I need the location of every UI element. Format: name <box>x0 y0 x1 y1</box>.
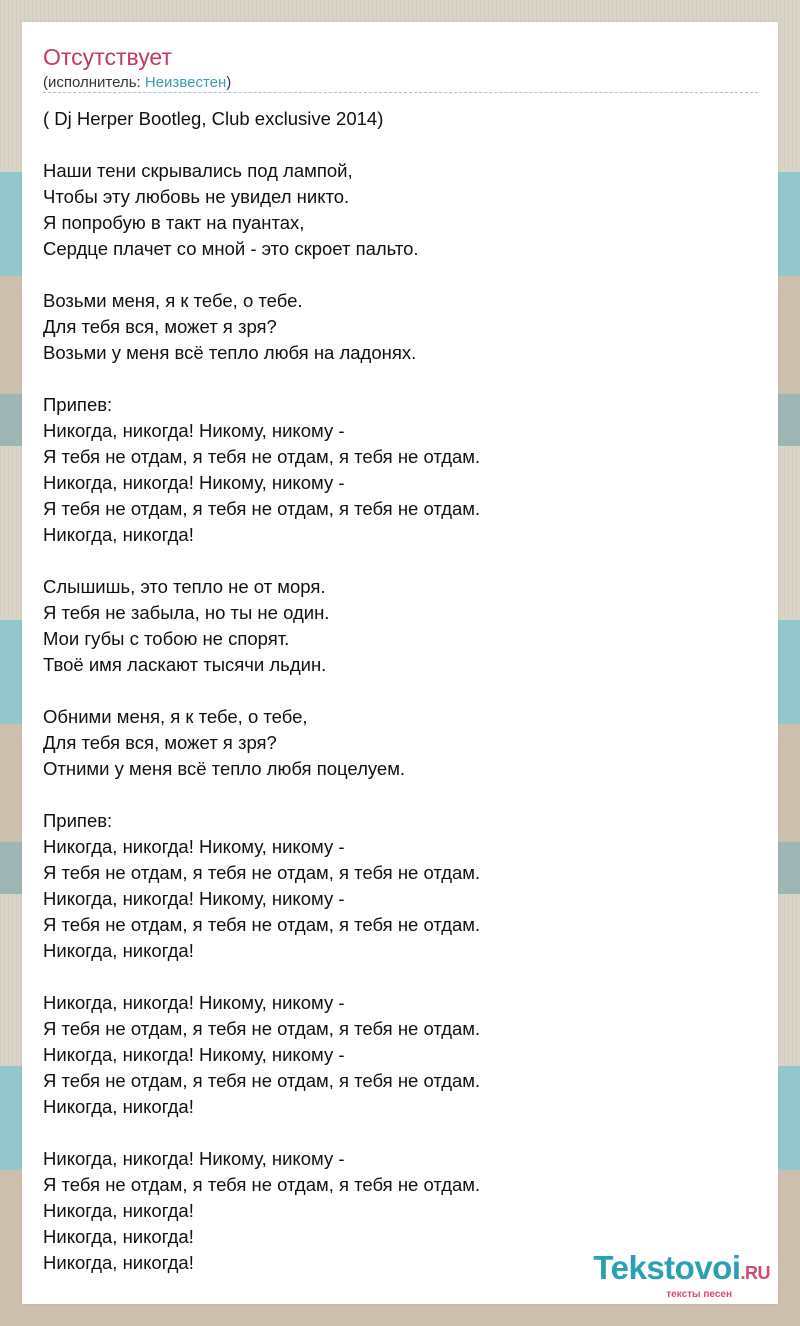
lyrics-line <box>43 262 758 288</box>
lyrics-text <box>43 106 758 1276</box>
lyrics-line: Я попробую в такт на пуантах, <box>43 212 305 233</box>
lyrics-line: Для тебя вся, может я зря? <box>43 732 277 753</box>
lyrics-line <box>43 548 758 574</box>
lyrics-line: Мои губы с тобою не спорят. <box>43 628 290 649</box>
lyrics-line: Слышишь, это тепло не от моря. <box>43 576 326 597</box>
lyrics-line: Возьми у меня всё тепло любя на ладонях. <box>43 342 417 363</box>
lyrics-line: Никогда, никогда! Никому, никому - <box>43 836 345 857</box>
logo-tagline: тексты песен <box>666 1289 732 1300</box>
lyrics-line: Наши тени скрывались под лампой, <box>43 160 353 181</box>
lyrics-line: Припев: <box>43 394 113 415</box>
lyrics-line: Чтобы эту любовь не увидел никто. <box>43 186 350 207</box>
lyrics-line: Сердце плачет со мной - это скроет пальто. <box>43 238 419 259</box>
site-logo[interactable] <box>593 1251 770 1300</box>
lyrics-line <box>43 678 758 704</box>
artist-line <box>43 73 231 93</box>
lyrics-line: Припев: <box>43 810 113 831</box>
lyrics-line: Никогда, никогда! Никому, никому - <box>43 472 345 493</box>
lyrics-line: Обними меня, я к тебе, о тебе, <box>43 706 308 727</box>
lyrics-line: Никогда, никогда! <box>43 940 194 961</box>
lyrics-line <box>43 366 758 392</box>
lyrics-line: Никогда, никогда! <box>43 1096 194 1117</box>
lyrics-line: ( Dj Herper Bootleg, Club exclusive 2014) <box>43 108 384 129</box>
lyrics-line: Никогда, никогда! Никому, никому - <box>43 1148 345 1169</box>
lyrics-line: Никогда, никогда! Никому, никому - <box>43 420 345 441</box>
lyrics-line: Я тебя не отдам, я тебя не отдам, я тебя не отдам. <box>43 1174 481 1195</box>
logo-tld: .RU <box>740 1263 770 1283</box>
lyrics-line: Никогда, никогда! <box>43 1226 194 1247</box>
lyrics-line: Отними у меня всё тепло любя поцелуем. <box>43 758 406 779</box>
logo-wordmark: Tekstovoi <box>593 1249 741 1286</box>
lyrics-line: Никогда, никогда! <box>43 1252 194 1273</box>
lyrics-line: Никогда, никогда! Никому, никому - <box>43 1044 345 1065</box>
lyrics-line: Никогда, никогда! <box>43 524 194 545</box>
lyrics-line: Никогда, никогда! <box>43 1200 194 1221</box>
lyrics-line: Твоё имя ласкают тысячи льдин. <box>43 654 327 675</box>
song-title: Отсутствует <box>43 44 172 70</box>
lyrics-card <box>22 22 778 1304</box>
lyrics-line: Я тебя не отдам, я тебя не отдам, я тебя не отдам. <box>43 498 481 519</box>
lyrics-line <box>43 782 758 808</box>
lyrics-line: Никогда, никогда! Никому, никому - <box>43 992 345 1013</box>
lyrics-line: Я тебя не отдам, я тебя не отдам, я тебя не отдам. <box>43 1018 481 1039</box>
lyrics-line: Никогда, никогда! Никому, никому - <box>43 888 345 909</box>
lyrics-line <box>43 964 758 990</box>
lyrics-line: Для тебя вся, может я зря? <box>43 316 277 337</box>
artist-link[interactable]: Неизвестен <box>144 74 227 91</box>
lyrics-line <box>43 1120 758 1146</box>
lyrics-line: Я тебя не отдам, я тебя не отдам, я тебя не отдам. <box>43 1070 481 1091</box>
lyrics-line: Я тебя не отдам, я тебя не отдам, я тебя не отдам. <box>43 446 481 467</box>
lyrics-line: Я тебя не забыла, но ты не один. <box>43 602 330 623</box>
artist-prefix: (исполнитель: <box>43 74 145 91</box>
artist-suffix: ) <box>226 74 232 91</box>
lyrics-line: Я тебя не отдам, я тебя не отдам, я тебя не отдам. <box>43 914 481 935</box>
lyrics-line: Возьми меня, я к тебе, о тебе. <box>43 290 303 311</box>
dotted-divider <box>43 92 758 93</box>
lyrics-line <box>43 132 758 158</box>
lyrics-line: Я тебя не отдам, я тебя не отдам, я тебя не отдам. <box>43 862 481 883</box>
